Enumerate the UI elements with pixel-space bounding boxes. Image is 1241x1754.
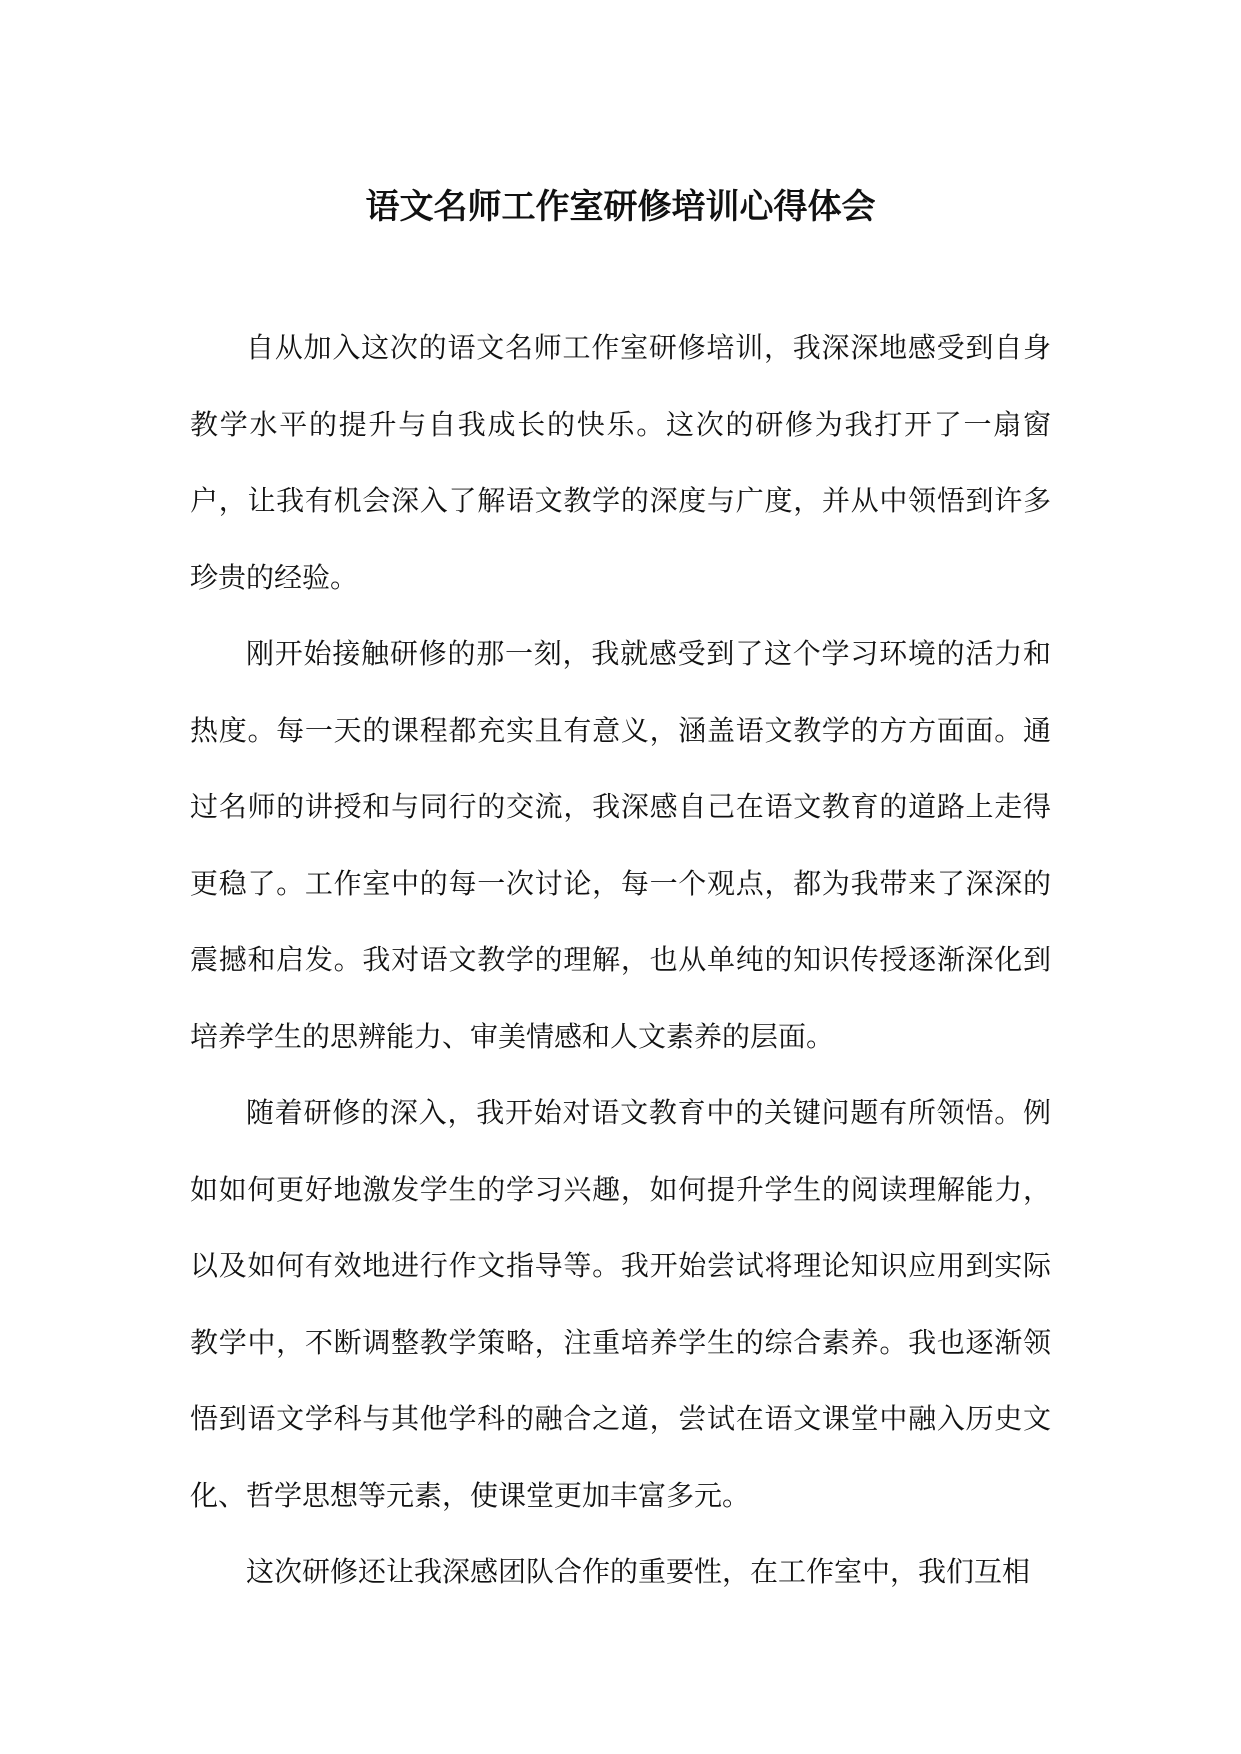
paragraph: 随着研修的深入，我开始对语文教育中的关键问题有所领悟。例如如何更好地激发学生的学习兴趣，如何提升学生的阅读理解能力，以及如何有效地进行作文指导等。我开始尝试将理论知识应用到实际教学中，不断调整教学策略，注重培养学生的综合素养。我也逐渐领悟到语文学科与其他学科的融合之道，尝试在语文课堂中融入历史文化、哲学思想等元素，使课堂更加丰富多元。 [190,1096,1051,1512]
document-body [190,310,1051,1611]
paragraph: 自从加入这次的语文名师工作室研修培训，我深深地感受到自身教学水平的提升与自我成长的快乐。这次的研修为我打开了一扇窗户，让我有机会深入了解语文教学的深度与广度，并从中领悟到许多珍贵的经验。 [190,331,1051,594]
paragraph: 这次研修还让我深感团队合作的重要性，在工作室中，我们互相 [246,1555,1031,1588]
document-title: 语文名师工作室研修培训心得体会 [365,187,876,227]
paragraph: 刚开始接触研修的那一刻，我就感受到了这个学习环境的活力和热度。每一天的课程都充实且有意义，涵盖语文教学的方方面面。通过名师的讲授和与同行的交流，我深感自己在语文教育的道路上走得更稳了。工作室中的每一次讨论，每一个观点，都为我带来了深深的震撼和启发。我对语文教学的理解，也从单纯的知识传授逐渐深化到培养学生的思辨能力、审美情感和人文素养的层面。 [190,637,1051,1053]
